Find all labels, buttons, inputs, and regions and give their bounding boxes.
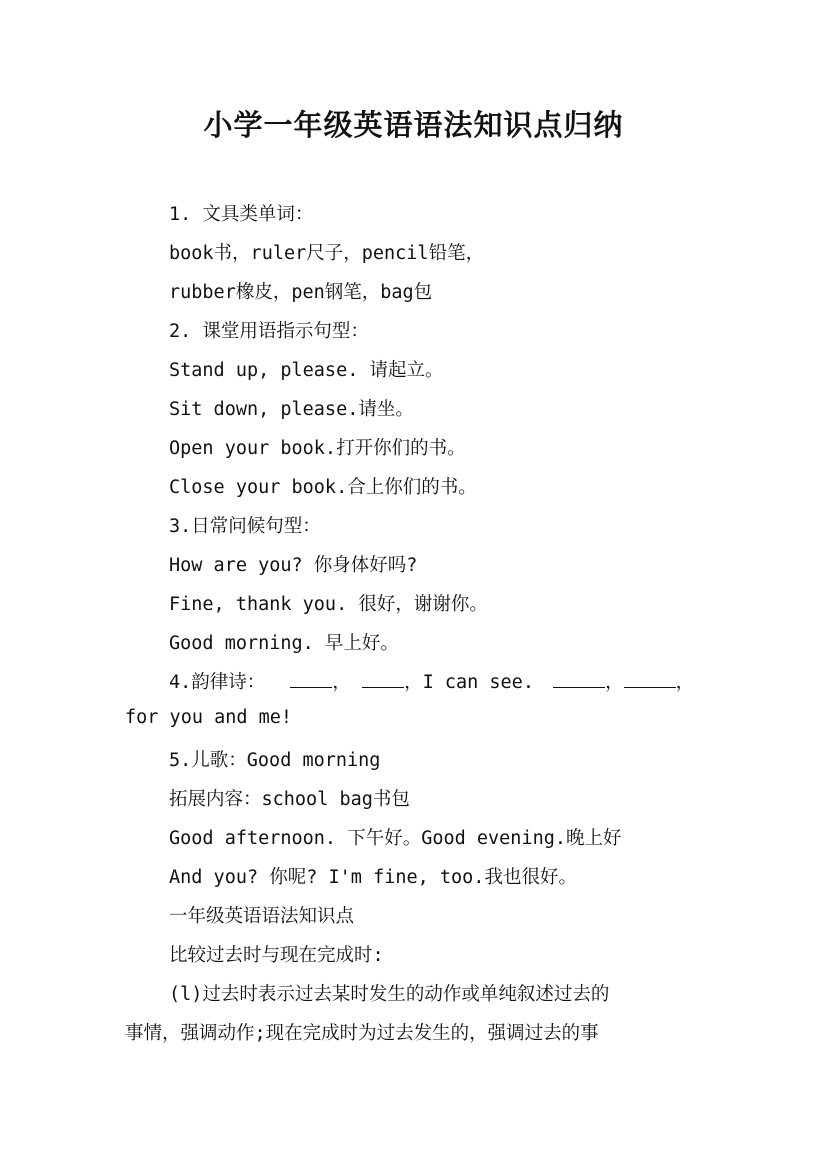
text-line: Open your book.打开你们的书。 [169, 438, 466, 459]
text-line: 事情，强调动作;现在完成时为过去发生的，强调过去的事 [125, 1023, 599, 1044]
text-line: How are you? 你身体好吗? [169, 555, 418, 576]
poem-separator: ， [675, 672, 695, 693]
text-line: 比较过去时与现在完成时: [169, 945, 384, 966]
text-line: book书，ruler尺子，pencil铅笔， [169, 243, 485, 264]
text-line: 5.儿歌：Good morning [169, 750, 381, 771]
text-line: Stand up, please. 请起立。 [169, 360, 444, 381]
blank [362, 673, 404, 688]
text-line: 拓展内容：school bag书包 [169, 789, 410, 810]
blank [290, 673, 332, 688]
text-line: 2. 课堂用语指示句型： [169, 321, 369, 342]
document-title: 小学一年级英语语法知识点归纳 [203, 108, 624, 142]
poem-separator: ，I can see. [404, 672, 534, 693]
text-line: for you and me! [125, 707, 293, 728]
text-line: Close your book.合上你们的书。 [169, 477, 477, 498]
text-line: 3.日常问候句型： [169, 516, 321, 537]
text-line: And you? 你呢? I'm fine, too.我也很好。 [169, 867, 577, 888]
poem-separator: ， [332, 672, 351, 693]
text-line: rubber橡皮，pen钢笔，bag包 [169, 282, 433, 303]
poem-line [169, 668, 694, 694]
text-line: Sit down, please.请坐。 [169, 399, 414, 420]
text-line: 1. 文具类单词： [169, 204, 314, 225]
text-line: Good afternoon. 下午好。Good evening.晚上好 [169, 828, 622, 849]
blank [624, 673, 676, 688]
poem-label: 4.韵律诗： [169, 672, 266, 693]
poem-separator: ， [605, 672, 624, 693]
text-line: (l)过去时表示过去某时发生的动作或单纯叙述过去的 [169, 984, 610, 1005]
blank [553, 673, 605, 688]
text-line: Fine, thank you. 很好，谢谢你。 [169, 594, 488, 615]
text-line: 一年级英语语法知识点 [169, 906, 355, 927]
text-line: Good morning. 早上好。 [169, 633, 399, 654]
